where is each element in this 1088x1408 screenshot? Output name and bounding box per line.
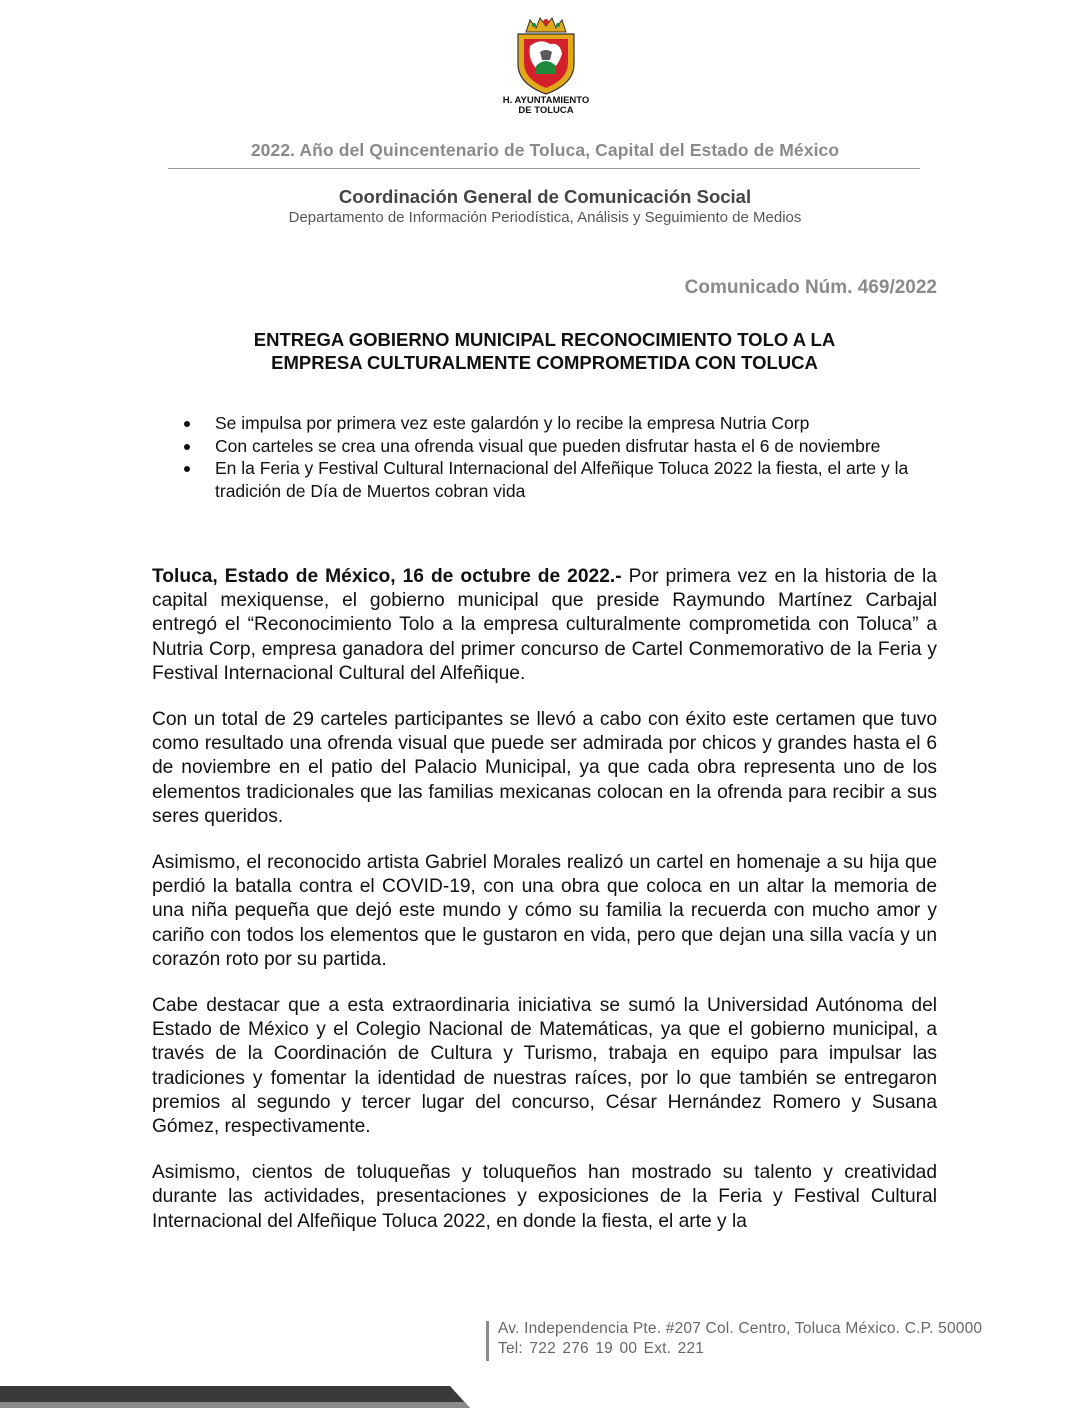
logo-caption [494, 96, 598, 116]
paragraph-2: Con un total de 29 carteles participantes se llevó a cabo con éxito este certamen que tuvo como resultado una ofrenda visual que puede ser admirada por chicos y grandes hasta el 6 de noviembre en el patio del Palacio Municipal, ya que cada obra representa uno de los elementos tradicionales que las familias mexicanas colocan en la ofrenda para recibir a sus seres queridos. [152, 709, 937, 827]
footer-address: Av. Independencia Pte. #207 Col. Centro, Toluca México. C.P. 50000 [498, 1320, 983, 1337]
summary-bullets [184, 412, 944, 502]
footer-phone: Tel: 722 276 19 00 Ext. 221 [498, 1340, 705, 1357]
paragraph-5: Asimismo, cientos de toluqueñas y toluqueños han mostrado su talento y creatividad durante las actividades, presentaciones y exposiciones de la Feria y Festival Cultural Internacional del Alfeñique Toluca 2022, en donde la fiesta, el arte y la [152, 1162, 937, 1232]
bullet-dot-icon [184, 444, 190, 450]
headline-line1: ENTREGA GOBIERNO MUNICIPAL RECONOCIMIENTO TOLO A LA [253, 329, 836, 350]
footer-stripe [0, 1386, 470, 1408]
toluca-coat-of-arms-logo [494, 16, 598, 118]
bullet-dot-icon [184, 421, 190, 427]
bullet-item [184, 435, 944, 458]
article-body [152, 565, 937, 1256]
bullet-text: Con carteles se crea una ofrenda visual que pueden disfrutar hasta el 6 de noviembre [215, 435, 881, 456]
bullet-text: Se impulsa por primera vez este galardón y lo recibe la empresa Nutria Corp [215, 413, 810, 433]
headline-line2: EMPRESA CULTURALMENTE COMPROMETIDA CON TOLUCA [271, 352, 818, 373]
paragraph-3: Asimismo, el reconocido artista Gabriel Morales realizó un cartel en homenaje a su hija que perdió la batalla contra el COVID-19, con una obra que coloca en un altar la memoria de una niña pequeña que dejó este mundo y cómo su familia la recuerda con mucho amor y cariño con todos los elementos que le gustaron en vida, pero que dejan una silla vacía y un corazón roto por su partida. [152, 852, 937, 970]
header-divider [168, 168, 920, 169]
paragraph-1-text: Por primera vez en la historia de la capital mexiquense, el gobierno municipal que preside Raymundo Martínez Carbajal entregó el “Reconocimiento Tolo a la empresa culturalmente comprometida con Toluca” a Nutria Corp, empresa ganadora del primer concurso de Cartel Conmemorativo de la Feria y Festival Internacional Cultural del Alfeñique. [152, 566, 937, 684]
year-slogan: 2022. Año del Quincentenario de Toluca, Capital del Estado de México [250, 140, 840, 160]
bullet-item [184, 412, 944, 435]
logo-caption-line1: H. AYUNTAMIENTO [502, 95, 590, 106]
headline [152, 328, 937, 374]
bullet-dot-icon [184, 466, 190, 472]
release-number: Comunicado Núm. 469/2022 [684, 277, 937, 298]
logo-caption-line2: DE TOLUCA [518, 105, 574, 116]
paragraph-4: Cabe destacar que a esta extraordinaria iniciativa se sumó la Universidad Autónoma del Estado de México y el Colegio Nacional de Matemáticas, ya que el gobierno municipal, a través de la Coordinación de Cultura y Turismo, trabaja en equipo para impulsar las tradiciones y fomentar la identidad de nuestras raíces, por lo que también se entregaron premios al segundo y tercer lugar del concurso, César Hernández Romero y Susana Gómez, respectivamente. [152, 995, 937, 1138]
paragraph-1 [152, 565, 937, 686]
footer-accent-bar [486, 1321, 489, 1361]
dateline: Toluca, Estado de México, 16 de octubre de 2022.- [152, 566, 622, 587]
shield-icon [506, 16, 586, 96]
coordination-title: Coordinación General de Comunicación Social [338, 186, 752, 207]
bullet-item [184, 457, 944, 502]
bullet-text: En la Feria y Festival Cultural Internacional del Alfeñique Toluca 2022 la fiesta, el arte y la tradición de Día de Muertos cobran vida [215, 458, 909, 501]
department-subtitle: Departamento de Información Periodística, Análisis y Seguimiento de Medios [288, 209, 802, 226]
